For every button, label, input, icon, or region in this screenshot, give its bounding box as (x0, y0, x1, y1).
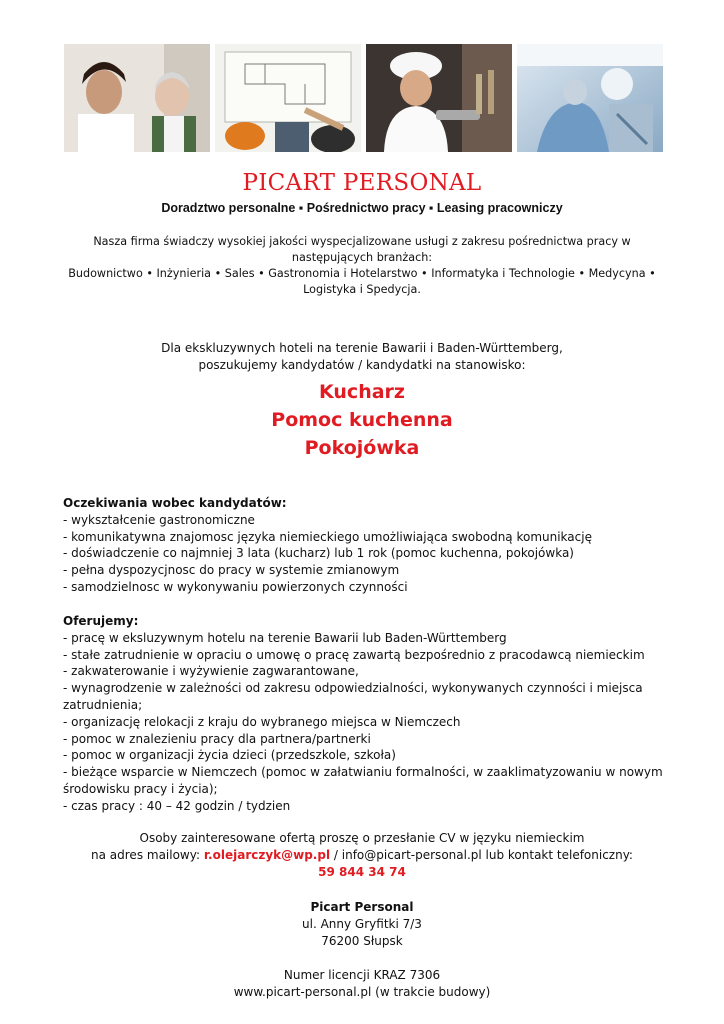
list-item: - zakwaterowanie i wyżywienie zagwarantowane, (63, 664, 359, 679)
list-item: - pracę w eksluzywnym hotelu na terenie Bawarii lub Baden-Württemberg (63, 630, 507, 645)
industries-line: Budownictwo • Inżynieria • Sales • Gastronomia i Hotelarstwo • Informatyka i Technologie • Medycyna • (68, 267, 656, 280)
address-street: ul. Anny Gryfitki 7/3 (302, 917, 422, 931)
laboratory-photo (517, 44, 663, 152)
contact-prefix: na adres mailowy: (91, 848, 204, 862)
hotels-intro (0, 340, 724, 374)
company-intro (60, 234, 664, 298)
address-company: Picart Personal (310, 900, 414, 914)
position-kitchen-help: Pomoc kuchenna (271, 409, 453, 431)
offer-section (63, 613, 673, 815)
industries-line: Logistyka i Spedycja. (303, 283, 421, 296)
list-item: - pomoc w znalezieniu pracy dla partnera/partnerki (63, 731, 371, 746)
intro-line: następujących branżach: (291, 251, 433, 264)
licence-section (0, 967, 724, 1001)
list-item: - doświadczenie co najmniej 3 lata (kucharz) lub 1 rok (pomoc kuchenna, pokojówka) (63, 546, 574, 561)
chef-cooking-photo (366, 44, 512, 152)
contact-line: Osoby zainteresowane ofertą proszę o przesłanie CV w języku niemieckim (139, 831, 585, 845)
header-photo-strip (64, 44, 664, 152)
hotels-line: poszukujemy kandydatów / kandydatki na stanowisko: (198, 358, 526, 372)
contact-line (0, 847, 724, 864)
expectations-section (63, 495, 673, 596)
intro-line: Nasza firma świadczy wysokiej jakości wyspecjalizowane usługi z zakresu pośrednictwa pracy w (93, 235, 631, 248)
list-item: - komunikatywna znajomosc języka niemieckiego umożliwiająca swobodną komunikację (63, 529, 592, 544)
offer-list (63, 630, 673, 815)
list-item: - pomoc w organizacji życia dzieci (przedszkole, szkoła) (63, 748, 396, 763)
phone-number[interactable]: 59 844 34 74 (318, 865, 406, 879)
list-item: - wykształcenie gastronomiczne (63, 512, 255, 527)
offer-heading: Oferujemy: (63, 614, 139, 628)
job-positions (0, 378, 724, 462)
contact-suffix: / info@picart-personal.pl lub kontakt telefoniczny: (330, 848, 633, 862)
company-address (0, 899, 724, 950)
hotels-line: Dla ekskluzywnych hoteli na terenie Bawarii i Baden-Württemberg, (161, 341, 563, 355)
architect-blueprint-photo (215, 44, 361, 152)
list-item: - organizację relokacji z kraju do wybranego miejsca w Niemczech (63, 714, 461, 729)
company-title: PICART PERSONAL (242, 170, 482, 196)
licence-number: Numer licencji KRAZ 7306 (283, 968, 441, 982)
address-city: 76200 Słupsk (321, 934, 403, 948)
list-item: - bieżące wsparcie w Niemczech (pomoc w załatwianiu formalności, w zaaklimatyzowaniu w nowym środowisku pracy i życia); (63, 765, 663, 796)
contact-section (0, 830, 724, 881)
website-link[interactable]: www.picart-personal.pl (w trakcie budowy) (233, 985, 491, 999)
list-item: - pełna dyspozycjnosc do pracy w systemie zmianowym (63, 563, 400, 578)
email-link[interactable]: r.olejarczyk@wp.pl (203, 848, 331, 862)
position-cook: Kucharz (319, 381, 405, 403)
expectations-list (63, 512, 673, 596)
company-tagline: Doradztwo personalne ▪ Pośrednictwo pracy ▪ Leasing pracowniczy (161, 201, 563, 215)
nurse-elderly-photo (64, 44, 210, 152)
list-item: - stałe zatrudnienie w opraciu o umowę o pracę zawartą bezpośrednio z pracodawcą niemieckim (63, 647, 645, 662)
expectations-heading: Oczekiwania wobec kandydatów: (63, 496, 287, 510)
list-item: - samodzielnosc w wykonywaniu powierzonych czynności (63, 579, 408, 594)
position-housekeeper: Pokojówka (304, 437, 420, 459)
list-item: - wynagrodzenie w zależności od zakresu odpowiedzialności, wykonywanych czynności i miejsca zatrudnienia; (63, 681, 643, 712)
list-item: - czas pracy : 40 – 42 godzin / tydzien (63, 798, 291, 813)
